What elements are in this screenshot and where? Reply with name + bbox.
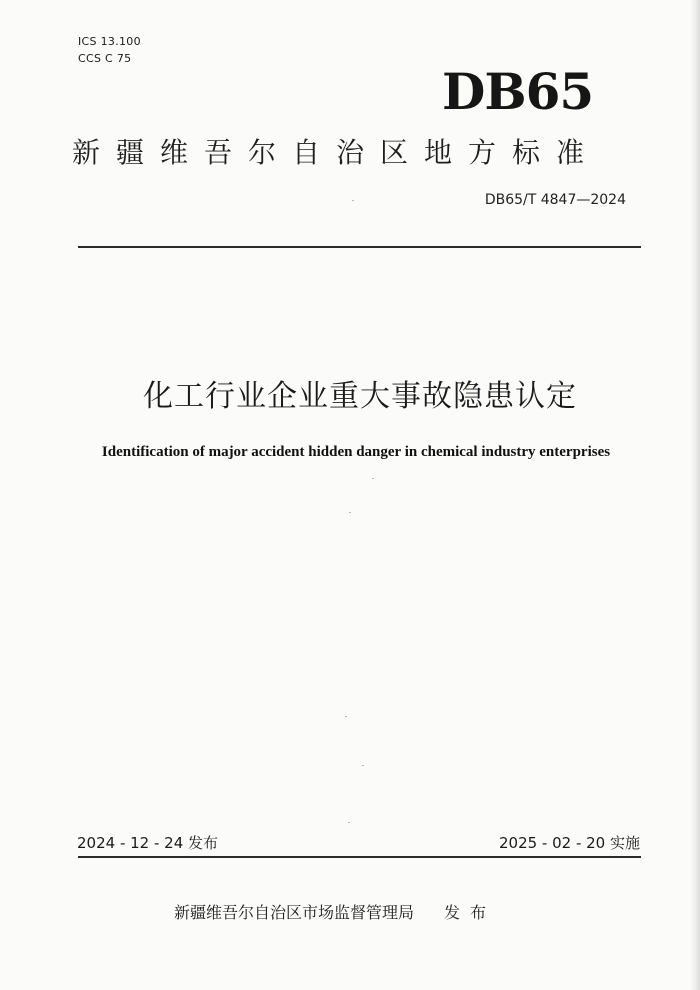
release-date: 2024 - 12 - 24 发布	[77, 834, 219, 852]
classification-block	[78, 33, 141, 67]
publisher-line	[174, 901, 496, 925]
ics-code: ICS 13.100	[78, 35, 141, 48]
header-divider	[78, 246, 641, 248]
scan-edge-shadow	[690, 0, 700, 990]
scan-speck	[349, 512, 351, 513]
scan-speck	[372, 478, 374, 479]
footer-divider	[78, 856, 641, 858]
db65-logo: DB65	[442, 62, 594, 121]
scan-speck	[348, 822, 350, 823]
standard-number: DB65/T 4847—2024	[484, 192, 626, 208]
document-title-chinese: 化工行业企业重大事故隐患认定	[143, 379, 577, 414]
standard-type-heading: 新疆维吾尔自治区地方标准	[72, 136, 601, 169]
issue-label: 发布	[444, 903, 497, 922]
scan-speck	[345, 716, 347, 717]
publisher-name: 新疆维吾尔自治区市场监督管理局	[174, 903, 415, 922]
implementation-date: 2025 - 02 - 20 实施	[498, 834, 640, 852]
document-title-english: Identification of major accident hidden danger in chemical industry enterprises	[101, 444, 611, 460]
scan-speck	[362, 765, 364, 766]
scan-speck	[352, 200, 354, 201]
ccs-code: CCS C 75	[78, 52, 132, 65]
